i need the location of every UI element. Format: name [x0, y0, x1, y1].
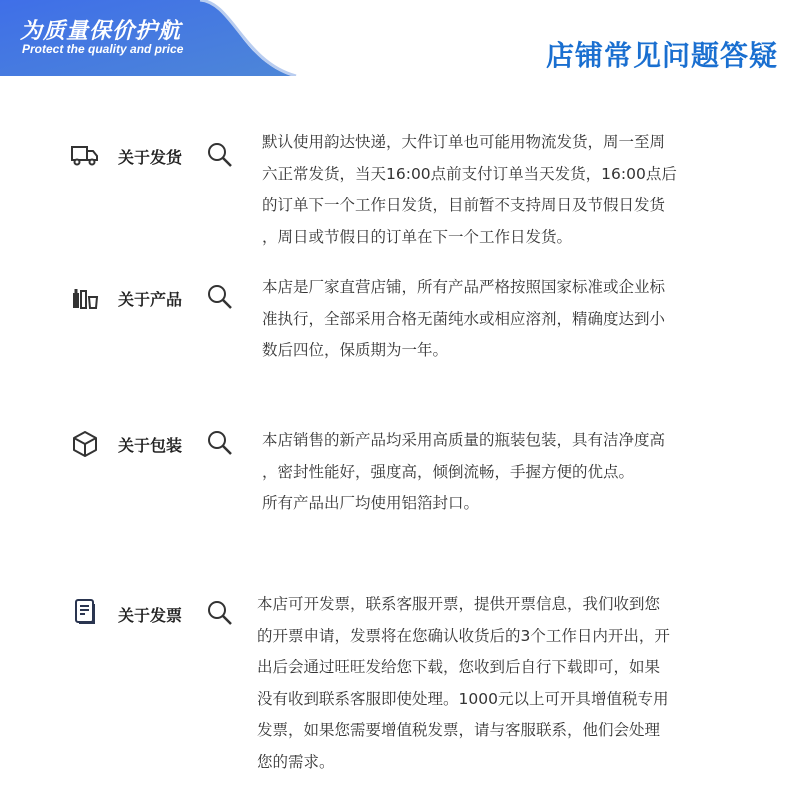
answer-line: 默认使用韵达快递，大件订单也可能用物流发货，周一至周	[262, 133, 666, 151]
faq-answer	[257, 589, 723, 778]
answer-line: 没有收到联系客服即使处理。1000元以上可开具增值税专用	[257, 689, 669, 708]
quality-banner	[0, 0, 300, 76]
answer-line: 出后会通过旺旺发给您下载，您收到后自行下载即可，如果	[257, 658, 661, 676]
search-icon	[206, 599, 234, 627]
answer-line: 数后四位，保质期为一年。	[262, 341, 449, 359]
answer-line: 本店可开发票，联系客服开票，提供开票信息，我们收到您	[257, 595, 661, 613]
faq-label: 关于产品	[118, 290, 183, 309]
truck-icon	[70, 140, 100, 170]
banner-title: 为质量保价护航	[20, 19, 182, 44]
faq-answer	[262, 127, 728, 253]
answer-line: 六正常发货，当天16:00点前支付订单当天发货，16:00点后	[262, 164, 677, 183]
invoice-icon	[70, 597, 100, 627]
faq-label: 关于发票	[118, 606, 183, 625]
answer-line: 的订单下一个工作日发货，目前暂不支持周日及节假日发货	[262, 196, 666, 214]
answer-line: ，周日或节假日的订单在下一个工作日发货。	[262, 227, 573, 246]
faq-label: 关于发货	[118, 148, 183, 167]
search-icon	[206, 429, 234, 457]
answer-line: 发票，如果您需要增值税发票，请与客服联系，他们会处理	[257, 721, 661, 739]
answer-line: 本店是厂家直营店铺，所有产品严格按照国家标准或企业标	[262, 278, 666, 296]
answer-line: ，密封性能好，强度高，倾倒流畅，手握方便的优点。	[262, 462, 635, 481]
banner-subtitle: Protect the quality and price	[22, 42, 184, 56]
page-title: 店铺常见问题答疑	[545, 39, 778, 72]
answer-line: 的开票申请，发票将在您确认收货后的3个工作日内开出，开	[257, 626, 670, 645]
faq-answer	[262, 425, 728, 520]
answer-line: 您的需求。	[257, 752, 335, 771]
bottles-icon	[70, 283, 100, 313]
search-icon	[206, 283, 234, 311]
answer-line: 本店销售的新产品均采用高质量的瓶装包装，具有洁净度高	[262, 431, 666, 449]
answer-line: 所有产品出厂均使用铝箔封口。	[262, 494, 480, 512]
faq-label: 关于包装	[118, 436, 183, 455]
faq-answer	[262, 272, 728, 367]
answer-line: 准执行，全部采用合格无菌纯水或相应溶剂，精确度达到小	[262, 309, 666, 328]
package-icon	[70, 429, 100, 459]
search-icon	[206, 141, 234, 169]
